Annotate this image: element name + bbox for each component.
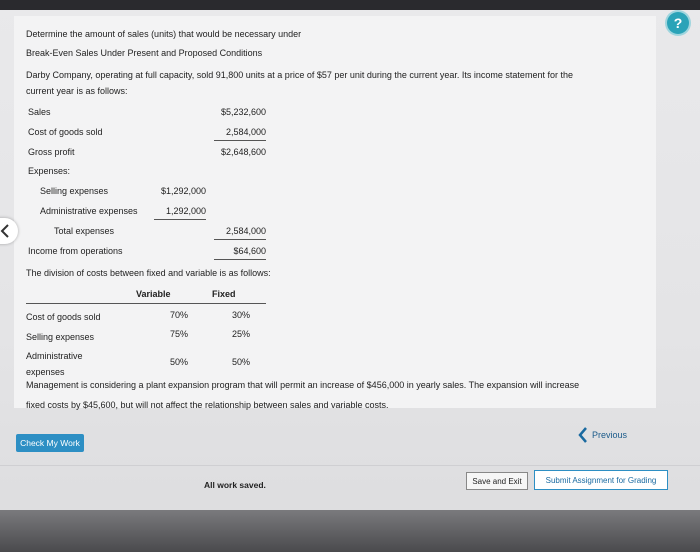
admin-expenses-value: 1,292,000	[165, 206, 206, 216]
selling-expenses-value: $1,292,000	[160, 186, 206, 196]
chevron-left-icon	[578, 427, 588, 443]
question-panel	[14, 16, 656, 408]
fixed-header: Fixed	[212, 289, 236, 299]
row-admin-label-1: Administrative	[26, 351, 83, 361]
admin-rule	[154, 219, 206, 220]
cogs-rule	[214, 140, 266, 141]
row-admin-fixed: 50%	[231, 357, 250, 367]
submit-assignment-button[interactable]: Submit Assignment for Grading	[534, 470, 668, 490]
row-cogs-variable: 70%	[169, 310, 188, 320]
expenses-label: Expenses:	[28, 166, 71, 176]
sales-value: $5,232,600	[220, 107, 266, 117]
previous-label: Previous	[592, 430, 628, 440]
sales-label: Sales	[28, 107, 51, 117]
save-status: All work saved.	[204, 480, 266, 490]
cogs-label: Cost of goods sold	[28, 127, 103, 137]
footer-divider	[0, 465, 700, 466]
income-label: Income from operations	[28, 246, 123, 256]
total-expenses-label: Total expenses	[54, 226, 115, 236]
variable-header: Variable	[136, 289, 171, 299]
row-selling-fixed: 25%	[231, 329, 250, 339]
admin-expenses-label: Administrative expenses	[40, 206, 138, 216]
row-selling-variable: 75%	[169, 329, 188, 339]
row-admin-variable: 50%	[169, 357, 188, 367]
income-value: $64,600	[233, 246, 266, 256]
total-rule	[214, 239, 266, 240]
income-double-rule	[214, 259, 266, 260]
management-line-2: fixed costs by $45,600, but will not affect the relationship between sales and variable costs.	[26, 400, 389, 410]
cogs-value: 2,584,000	[225, 127, 266, 137]
bezel-bottom	[0, 510, 700, 552]
row-cogs-fixed: 30%	[231, 310, 250, 320]
row-cogs-label: Cost of goods sold	[26, 312, 101, 322]
previous-button[interactable]	[578, 426, 627, 444]
top-bar	[0, 0, 700, 10]
chevron-left-icon	[0, 224, 11, 238]
total-expenses-value: 2,584,000	[225, 226, 266, 236]
selling-expenses-label: Selling expenses	[40, 186, 109, 196]
row-admin-label-2: expenses	[26, 367, 65, 377]
gross-profit-value: $2,648,600	[220, 147, 266, 157]
gross-profit-label: Gross profit	[28, 147, 75, 157]
table-header-rule	[26, 303, 266, 304]
division-text: The division of costs between fixed and variable is as follows:	[26, 268, 271, 278]
problem-line-1: Darby Company, operating at full capacity, sold 91,800 units at a price of $57 per unit during the current year. Its income statement for the	[26, 70, 573, 80]
save-and-exit-button[interactable]: Save and Exit	[466, 472, 528, 490]
management-line-1: Management is considering a plant expansion program that will permit an increase of $456,000 in yearly sales. The expansion will increase	[26, 380, 580, 390]
intro-line-2: Break-Even Sales Under Present and Proposed Conditions	[26, 48, 263, 58]
problem-line-2: current year is as follows:	[26, 86, 128, 96]
intro-line-1: Determine the amount of sales (units) that would be necessary under	[26, 29, 302, 39]
row-selling-label: Selling expenses	[26, 332, 95, 342]
help-icon[interactable]: ?	[667, 12, 689, 34]
check-my-work-button[interactable]: Check My Work	[16, 434, 84, 452]
